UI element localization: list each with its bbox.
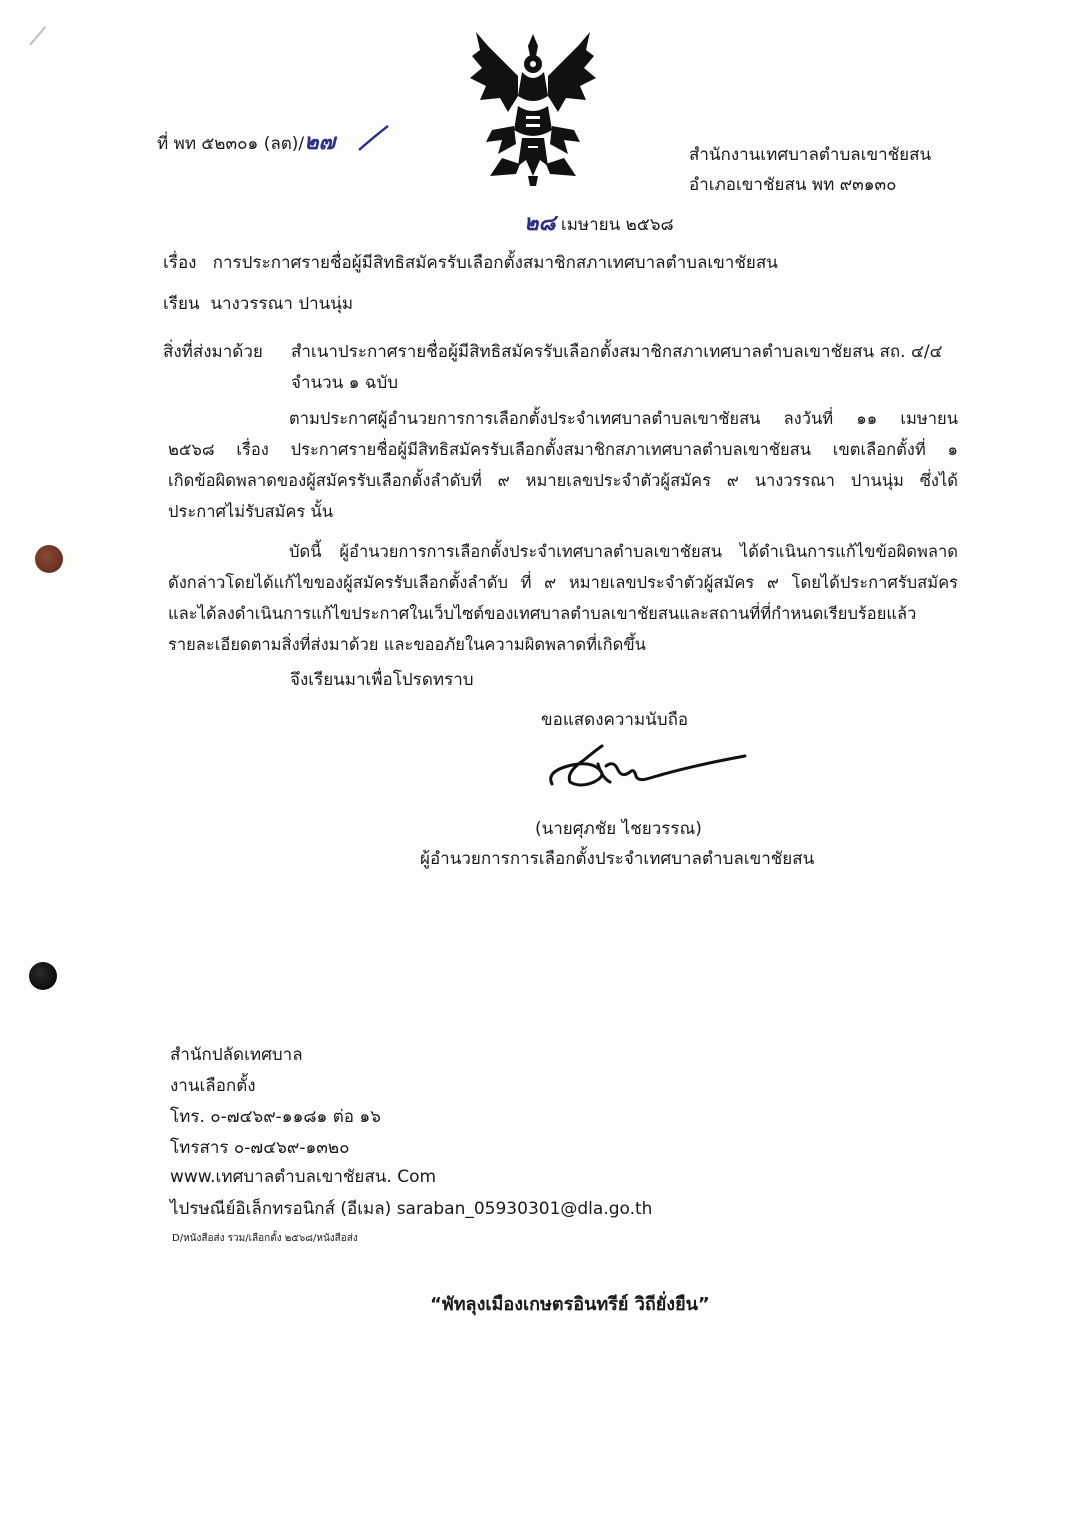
signatory-name: (นายศุภชัย ไชยวรรณ) (535, 819, 702, 839)
body-paragraph-1 (168, 403, 958, 527)
punch-hole-upper (35, 545, 63, 573)
paragraph-line: รายละเอียดตามสิ่งที่ส่งมาด้วย และขออภัยในความผิดพลาดที่เกิดขึ้น (168, 635, 646, 654)
punch-hole-lower (29, 962, 57, 990)
handwritten-date-day: ๒๘ (524, 210, 556, 236)
closing-line: จึงเรียนมาเพื่อโปรดทราบ (290, 670, 474, 690)
salutation: ขอแสดงความนับถือ (541, 710, 689, 730)
handwritten-stroke (355, 124, 391, 154)
footer-department: สำนักปลัดเทศบาล (170, 1045, 303, 1065)
enclosure-label: สิ่งที่ส่งมาด้วย (163, 342, 263, 362)
footer-email: ไปรษณีย์อิเล็กทรอนิกส์ (อีเมล) saraban_05930301@dla.go.th (170, 1199, 653, 1219)
pen-mark (29, 26, 46, 46)
reference-prefix: ที่ พท ๕๒๓๐๑ (ลต)/ (157, 134, 305, 154)
office-address: อำเภอเขาชัยสน พท ๙๓๑๓๐ (689, 175, 897, 195)
signature-image (540, 742, 750, 802)
paragraph-line: เกิดข้อผิดพลาดของผู้สมัครรับเลือกตั้งลำดับที่ ๙ หมายเลขประจำตัวผู้สมัคร ๙ นางวรรณา ปานนุ่ม ซึ่งได้ (168, 471, 958, 490)
footer-slogan: “พัทลุงเมืองเกษตรอินทรีย์ วิถียั่งยืน” (430, 1294, 710, 1315)
footer-website: www.เทศบาลตำบลเขาชัยสน. Com (170, 1167, 437, 1187)
enclosure-text-line1: สำเนาประกาศรายชื่อผู้มีสิทธิสมัครรับเลือกตั้งสมาชิกสภาเทศบาลตำบลเขาชัยสน สถ. ๔/๔ (291, 342, 943, 362)
paragraph-line: ตามประกาศผู้อำนวยการการเลือกตั้งประจำเทศบาลตำบลเขาชัยสน ลงวันที่ ๑๑ เมษายน (289, 409, 958, 428)
subject-line (163, 252, 778, 274)
footer-phone: โทร. ๐-๗๔๖๙-๑๑๘๑ ต่อ ๑๖ (170, 1107, 381, 1127)
reference-number (157, 131, 335, 155)
date-month-year: เมษายน ๒๕๖๘ (560, 215, 674, 235)
paragraph-line: และได้ลงดำเนินการแก้ไขประกาศในเว็บไซต์ของเทศบาลตำบลเขาชัยสนและสถานที่ที่กำหนดเรียบร้อยแล้ว (168, 604, 917, 623)
letter-date (524, 212, 674, 236)
footer-section: งานเลือกตั้ง (170, 1076, 256, 1096)
recipient-label: เรียน (163, 294, 200, 314)
handwritten-ref-number: ๒๗ (304, 129, 336, 155)
paragraph-line: ประกาศไม่รับสมัคร นั้น (168, 502, 334, 521)
paragraph-line: ดังกล่าวโดยได้แก้ไขของผู้สมัครรับเลือกตั้งลำดับ ที่ ๙ หมายเลขประจำตัวผู้สมัคร ๙ โดยได้ประกาศรับสมัคร (168, 573, 958, 592)
subject-text: การประกาศรายชื่อผู้มีสิทธิสมัครรับเลือกตั้งสมาชิกสภาเทศบาลตำบลเขาชัยสน (212, 253, 778, 273)
enclosure-text-line2: จำนวน ๑ ฉบับ (291, 373, 399, 393)
subject-label: เรื่อง (163, 253, 197, 273)
recipient-name: นางวรรณา ปานนุ่ม (210, 294, 354, 314)
footer-file-path: D/หนังสือส่ง รวม/เลือกตั้ง ๒๕๖๘/หนังสือส่ง (172, 1233, 358, 1244)
footer-fax: โทรสาร ๐-๗๔๖๙-๑๓๒๐ (170, 1138, 350, 1158)
paragraph-line: บัดนี้ ผู้อำนวยการการเลือกตั้งประจำเทศบาลตำบลเขาชัยสน ได้ดำเนินการแก้ไขข้อผิดพลาด (289, 542, 958, 561)
recipient-line (163, 293, 353, 315)
paragraph-line: ๒๕๖๘ เรื่อง ประกาศรายชื่อผู้มีสิทธิสมัครรับเลือกตั้งสมาชิกสภาเทศบาลตำบลเขาชัยสน เขตเลือกตั้งที่ ๑ (168, 440, 958, 459)
signatory-position: ผู้อำนวยการการเลือกตั้งประจำเทศบาลตำบลเขาชัยสน (420, 849, 815, 869)
office-name: สำนักงานเทศบาลตำบลเขาชัยสน (689, 145, 932, 165)
garuda-emblem (462, 26, 604, 188)
body-paragraph-2 (168, 536, 958, 660)
